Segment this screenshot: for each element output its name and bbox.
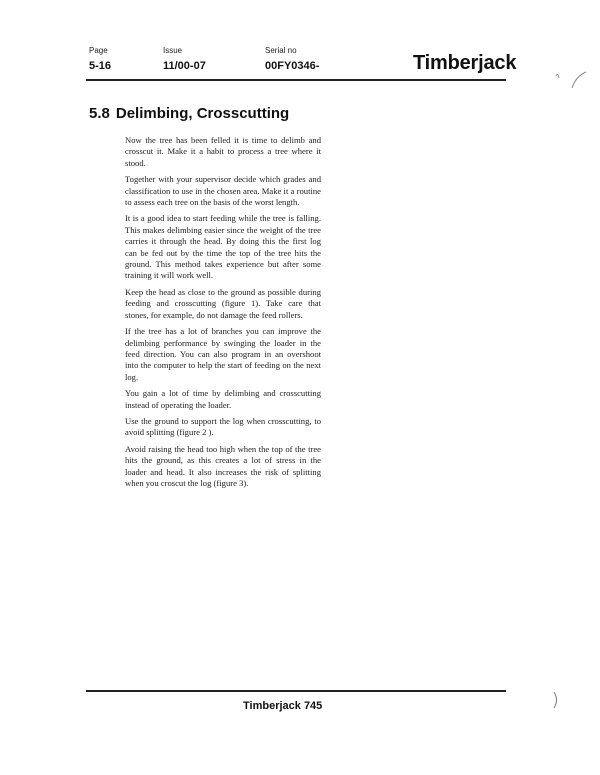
paragraph: Use the ground to support the log when crosscutting, to avoid splitting (figure 2 ). (125, 415, 321, 438)
paragraph: Avoid raising the head too high when the top of the tree hits the ground, as this creates a lot of stress in the loader and head. It also increases the risk of splitting when you croscut the log (figure 3). (125, 443, 321, 488)
paragraph: If the tree has a lot of branches you can improve the delimbing performance by swinging the loader in the feed direction. You can also program in an overshoot into the computer to help the start of feeding on the next log. (125, 326, 321, 382)
scan-mark (550, 68, 590, 94)
paragraph: Together with your supervisor decide which grades and classification to use in the chosen area. Make it a routine to assess each tree on the basis of the worst length. (125, 174, 321, 208)
footer-divider (86, 690, 506, 692)
paragraph: You gain a lot of time by delimbing and crosscutting instead of operating the loader. (125, 388, 321, 410)
paragraph: It is a good idea to start feeding while the tree is falling. This makes delimbing easier since the weight of the tree carries it through the head. By doing this the first log can be fed out by the time the top of the tree hits the ground. This method takes experience but after some training it will work well. (125, 213, 321, 281)
section-number: 5.8 (89, 105, 110, 122)
brand-logo-text: Timberjack (413, 52, 517, 74)
body-text (125, 135, 321, 494)
serial-value: 00FY0346- (265, 60, 320, 72)
page-label: Page (89, 46, 108, 55)
header-divider (86, 79, 506, 81)
paragraph: Now the tree has been felled it is time to delimb and crosscut it. Make it a habit to process a tree where it stood. (125, 135, 321, 168)
issue-value: 11/00-07 (163, 60, 206, 72)
serial-label: Serial no (265, 46, 297, 55)
section-title: Delimbing, Crosscutting (115, 105, 290, 122)
section-heading (89, 105, 289, 122)
footer-title: Timberjack 745 (243, 700, 323, 712)
page-number: 5-16 (89, 60, 112, 72)
paragraph: Keep the head as close to the ground as possible during feeding and crosscutting (figure 1). Take care that stones, for example, do not damage the feed rollers. (125, 286, 321, 320)
scan-mark (550, 690, 562, 710)
issue-label: Issue (163, 46, 183, 55)
